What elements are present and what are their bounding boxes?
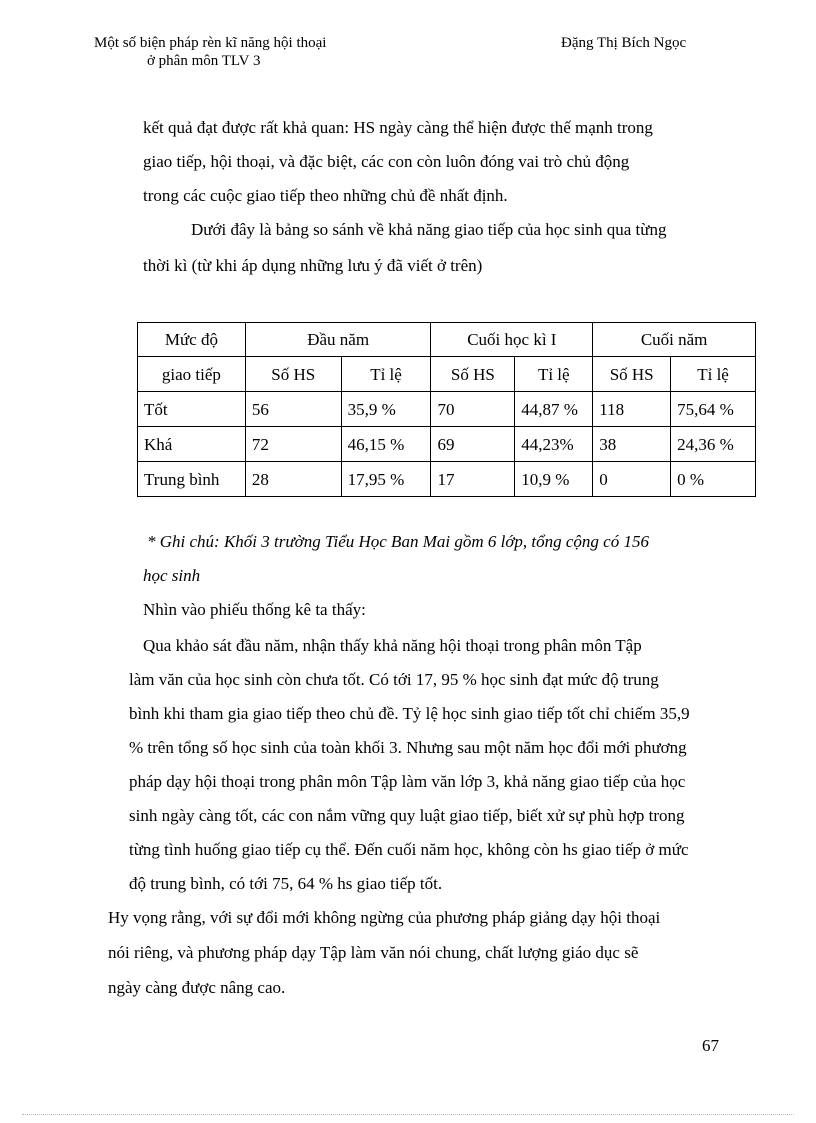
sub-header: Số HS [593,357,671,392]
note-line: * Ghi chú: Khối 3 trường Tiểu Học Ban Mai gồm 6 lớp, tổng cộng có 156 [147,532,649,551]
lead-line: Dưới đây là bảng so sánh về khả năng giao tiếp của học sinh qua từng [191,220,667,239]
note-line: học sinh [143,566,201,585]
table-cell: 0 [593,462,671,497]
lead-line: thời kì (từ khi áp dụng những lưu ý đã viết ở trên) [143,256,483,275]
table-cell: 24,36 % [671,427,756,462]
table-cell: 38 [593,427,671,462]
analysis-line: làm văn của học sinh còn chưa tốt. Có tới 17, 95 % học sinh đạt mức độ trung [129,670,659,689]
level-header-line-1: Mức độ [138,323,246,357]
sub-header: Số HS [431,357,515,392]
analysis-line: pháp dạy hội thoại trong phân môn Tập làm văn lớp 3, khả năng giao tiếp của học [129,772,686,791]
table-cell: 75,64 % [671,392,756,427]
intro-line: trong các cuộc giao tiếp theo những chủ đề nhất định. [143,186,508,205]
period-header: Đầu năm [245,323,431,357]
table-cell: 46,15 % [341,427,431,462]
analysis-line: % trên tổng số học sinh của toàn khối 3. Nhưng sau một năm học đổi mới phương [129,738,687,757]
level-header-line-2: giao tiếp [138,357,246,392]
intro-line: kết quả đạt được rất khả quan: HS ngày càng thể hiện được thế mạnh trong [143,118,653,137]
table-cell: 28 [245,462,341,497]
sub-header: Tỉ lệ [671,357,756,392]
analysis-line: bình khi tham gia giao tiếp theo chủ đề. Tỷ lệ học sinh giao tiếp tốt chỉ chiếm 35,9 [129,704,690,723]
table-cell: 44,87 % [515,392,593,427]
row-level: Tốt [138,392,246,427]
row-level: Khá [138,427,246,462]
table-cell: 72 [245,427,341,462]
table-cell: 17,95 % [341,462,431,497]
analysis-line: độ trung bình, có tới 75, 64 % hs giao tiếp tốt. [129,874,443,893]
closing-line: Hy vọng rằng, với sự đổi mới không ngừng của phương pháp giảng dạy hội thoại [108,908,661,927]
table-cell: 17 [431,462,515,497]
closing-line: nói riêng, và phương pháp dạy Tập làm văn nói chung, chất lượng giáo dục sẽ [108,943,639,962]
period-header: Cuối năm [593,323,756,357]
closing-line: ngày càng được nâng cao. [108,978,286,997]
intro-line: giao tiếp, hội thoại, và đặc biệt, các con còn luôn đóng vai trò chủ động [143,152,630,171]
analysis-line: sinh ngày càng tốt, các con nắm vững quy luật giao tiếp, biết xử sự phù hợp trong [129,806,685,825]
observe-line: Nhìn vào phiếu thống kê ta thấy: [143,600,366,619]
page-bottom-divider [22,1114,794,1115]
sub-header: Tỉ lệ [515,357,593,392]
table-cell: 56 [245,392,341,427]
header-title-line-1: Một số biện pháp rèn kĩ năng hội thoại [94,35,327,51]
comparison-table [137,322,756,497]
table-cell: 118 [593,392,671,427]
header-author: Đặng Thị Bích Ngọc [561,35,687,51]
analysis-line: từng tình huống giao tiếp cụ thể. Đến cuối năm học, không còn hs giao tiếp ở mức [129,840,689,859]
sub-header: Tỉ lệ [341,357,431,392]
table-cell: 44,23% [515,427,593,462]
table-cell: 10,9 % [515,462,593,497]
table-cell: 69 [431,427,515,462]
table-cell: 35,9 % [341,392,431,427]
sub-header: Số HS [245,357,341,392]
table-row [138,427,756,462]
row-level: Trung bình [138,462,246,497]
table-row [138,392,756,427]
period-header: Cuối học kì I [431,323,593,357]
header-title-line-2: ở phân môn TLV 3 [147,53,261,69]
table-row [138,462,756,497]
table-cell: 70 [431,392,515,427]
analysis-line: Qua khảo sát đầu năm, nhận thấy khả năng hội thoại trong phân môn Tập [143,636,642,655]
table-cell: 0 % [671,462,756,497]
page-number: 67 [702,1036,719,1055]
